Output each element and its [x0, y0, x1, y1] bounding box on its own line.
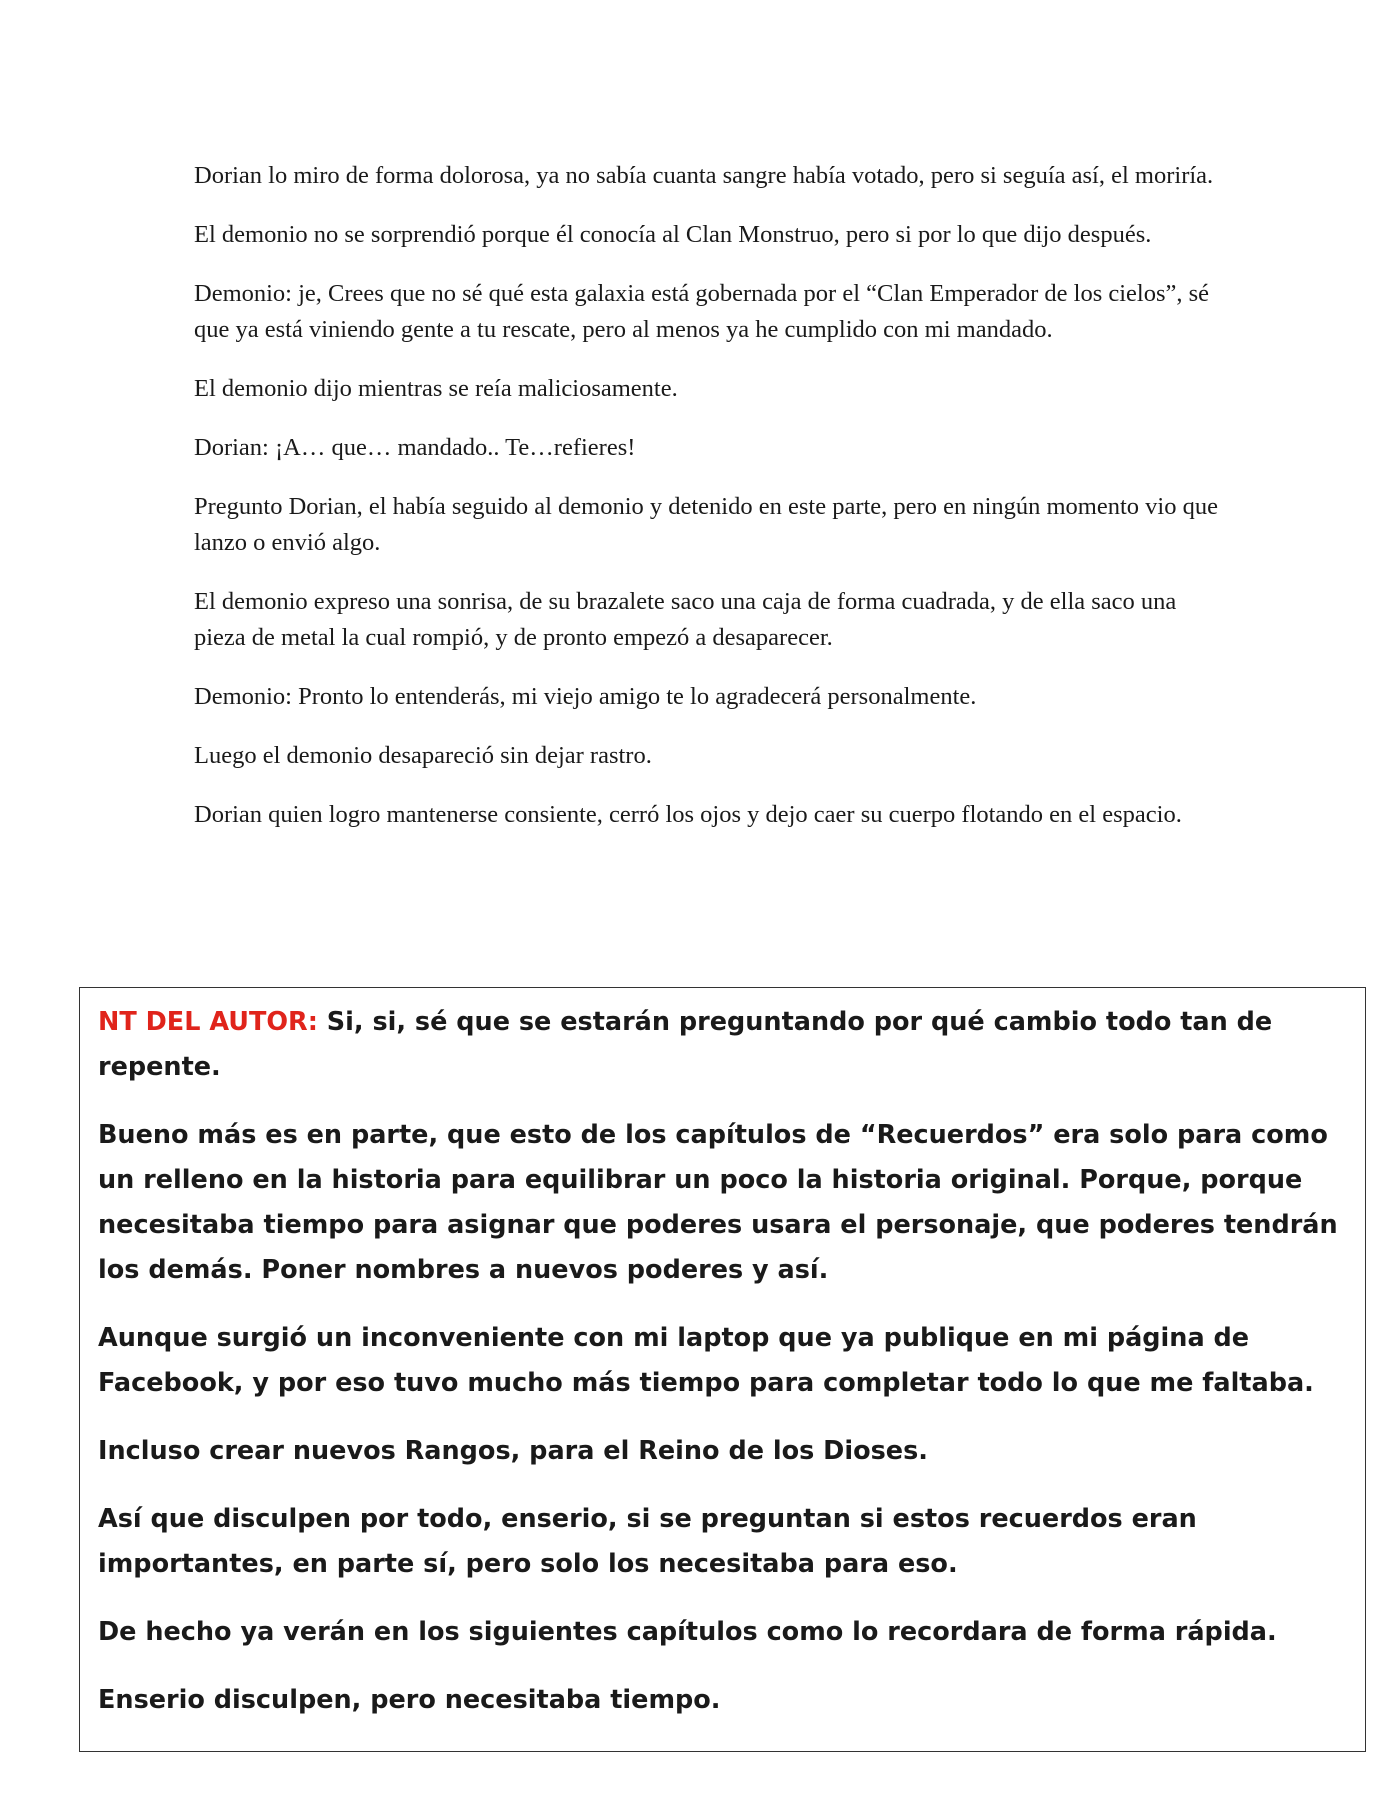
author-note-label: NT DEL AUTOR: [98, 1007, 318, 1037]
story-paragraph: Demonio: je, Crees que no sé qué esta galaxia está gobernada por el “Clan Emperador de los cielos”, sé que ya está viniendo gente a tu rescate, pero al menos ya he cumplido con mi mandado. [194, 280, 1210, 343]
story-paragraph: Dorian lo miro de forma dolorosa, ya no sabía cuanta sangre había votado, pero si seguía así, el moriría. [194, 162, 1214, 189]
author-note-first-paragraph [98, 1000, 1348, 1090]
story-paragraph: Demonio: Pronto lo entenderás, mi viejo amigo te lo agradecerá personalmente. [194, 683, 977, 710]
story-paragraph: Luego el demonio desapareció sin dejar rastro. [194, 742, 652, 769]
story-paragraph: El demonio expreso una sonrisa, de su brazalete saco una caja de forma cuadrada, y de ella saco una pieza de metal la cual rompió, y de pronto empezó a desaparecer. [194, 588, 1177, 651]
author-note-content [98, 1000, 1348, 1746]
author-note-paragraph: De hecho ya verán en los siguientes capítulos como lo recordara de forma rápida. [98, 1617, 1277, 1647]
story-paragraph: Dorian quien logro mantenerse consiente, cerró los ojos y dejo caer su cuerpo flotando en el espacio. [194, 801, 1182, 828]
author-note-paragraph: Bueno más es en parte, que esto de los capítulos de “Recuerdos” era solo para como un relleno en la historia para equilibrar un poco la historia original. Porque, porque necesitaba tiempo para asignar que poderes usara el personaje, que poderes tendrán los demás. Poner nombres a nuevos poderes y así. [98, 1120, 1338, 1285]
story-paragraph: Dorian: ¡A… que… mandado.. Te…refieres! [194, 434, 636, 461]
author-note-paragraph: Incluso crear nuevos Rangos, para el Reino de los Dioses. [98, 1436, 928, 1466]
story-paragraph: El demonio dijo mientras se reía maliciosamente. [194, 375, 678, 402]
author-note-paragraph: Así que disculpen por todo, enserio, si se preguntan si estos recuerdos eran importantes, en parte sí, pero solo los necesitaba para eso. [98, 1504, 1197, 1579]
author-note-box [79, 987, 1366, 1752]
story-paragraph: El demonio no se sorprendió porque él conocía al Clan Monstruo, pero si por lo que dijo después. [194, 221, 1152, 248]
story-paragraph: Pregunto Dorian, el había seguido al demonio y detenido en este parte, pero en ningún momento vio que lanzo o envió algo. [194, 493, 1218, 556]
story-text [194, 158, 1234, 856]
author-note-paragraph: Enserio disculpen, pero necesitaba tiempo. [98, 1685, 721, 1715]
author-note-first-line: Si, si, sé que se estarán preguntando por qué cambio todo tan de repente. [98, 1007, 1273, 1082]
author-note-paragraph: Aunque surgió un inconveniente con mi laptop que ya publique en mi página de Facebook, y por eso tuvo mucho más tiempo para completar todo lo que me faltaba. [98, 1323, 1314, 1398]
